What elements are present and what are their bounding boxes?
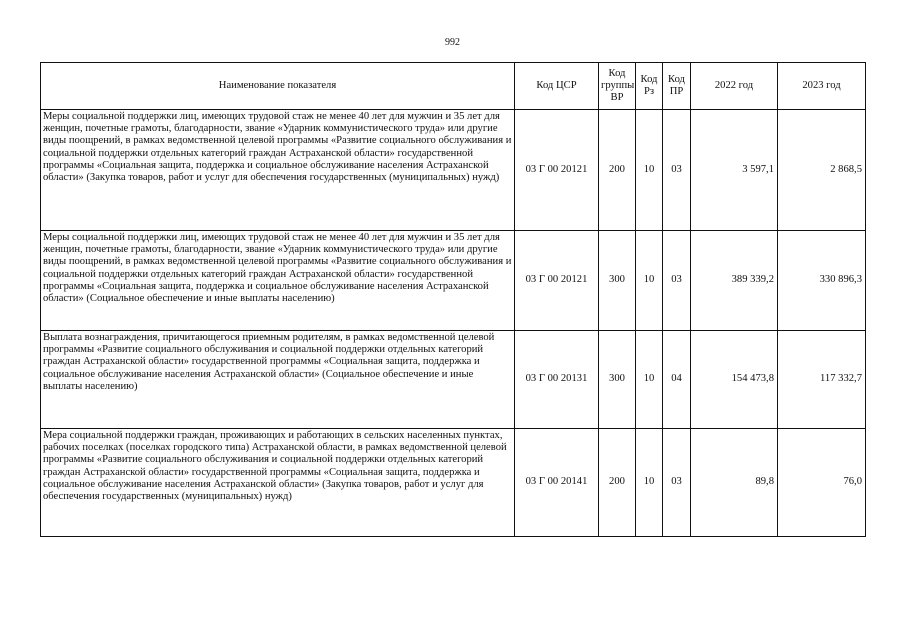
table-row xyxy=(41,110,866,231)
row-vr-code: 200 xyxy=(599,429,636,537)
table-header-row xyxy=(41,63,866,110)
row-value-2022: 389 339,2 xyxy=(691,231,778,331)
row-rz-code: 10 xyxy=(636,231,663,331)
page-number: 992 xyxy=(445,37,460,48)
row-csr-code: 03 Г 00 20131 xyxy=(515,331,599,429)
row-value-2022: 89,8 xyxy=(691,429,778,537)
row-vr-code: 300 xyxy=(599,331,636,429)
row-value-2023: 2 868,5 xyxy=(778,110,866,231)
header-year-2023: 2023 год xyxy=(778,63,866,110)
table-row xyxy=(41,331,866,429)
header-name: Наименование показателя xyxy=(41,63,515,110)
row-pr-code: 03 xyxy=(663,231,691,331)
row-value-2022: 3 597,1 xyxy=(691,110,778,231)
row-csr-code: 03 Г 00 20121 xyxy=(515,231,599,331)
header-csr-code: Код ЦСР xyxy=(515,63,599,110)
row-name: Выплата вознаграждения, причитающегося приемным родителям, в рамках ведомственной целевой программы «Развитие социального обслуживания и социальной поддержки отдельных категорий граждан Астраханской области» государственной программы «Социальная защита, поддержка и социальное обслуживание населения Астраханской области» (Социальное обеспечение и иные выплаты населению) xyxy=(41,331,515,429)
row-name: Меры социальной поддержки лиц, имеющих трудовой стаж не менее 40 лет для мужчин и 35 лет для женщин, почетные грамоты, благодарности, звание «Ударник коммунистического труда» или другие виды поощрений, в рамках ведомственной целевой программы «Развитие социального обслуживания и социальной поддержки отдельных категорий граждан Астраханской области» государственной программы «Социальная защита, поддержка и социальное обслуживание населения Астраханской области» (Социальное обеспечение и иные выплаты населению) xyxy=(41,231,515,331)
row-name: Мера социальной поддержки граждан, проживающих и работающих в сельских населенных пунктах, рабочих поселках (поселках городского типа) Астраханской области, в рамках ведомственной целевой программы «Развитие социального обслуживания и социальной поддержки отдельных категорий граждан Астраханской области» государственной программы «Социальная защита, поддержка и социальное обслуживание населения Астраханской области» (Закупка товаров, работ и услуг для обеспечения государственных (муниципальных) нужд) xyxy=(41,429,515,537)
header-year-2022: 2022 год xyxy=(691,63,778,110)
row-value-2023: 330 896,3 xyxy=(778,231,866,331)
row-value-2022: 154 473,8 xyxy=(691,331,778,429)
row-pr-code: 03 xyxy=(663,110,691,231)
budget-table xyxy=(40,62,866,537)
row-pr-code: 03 xyxy=(663,429,691,537)
header-vr-group-code: Код группы ВР xyxy=(599,63,636,110)
row-rz-code: 10 xyxy=(636,331,663,429)
row-csr-code: 03 Г 00 20121 xyxy=(515,110,599,231)
header-rz-code: Код Рз xyxy=(636,63,663,110)
row-vr-code: 200 xyxy=(599,110,636,231)
table-row xyxy=(41,231,866,331)
row-pr-code: 04 xyxy=(663,331,691,429)
row-value-2023: 76,0 xyxy=(778,429,866,537)
row-rz-code: 10 xyxy=(636,429,663,537)
row-rz-code: 10 xyxy=(636,110,663,231)
row-value-2023: 117 332,7 xyxy=(778,331,866,429)
row-name: Меры социальной поддержки лиц, имеющих трудовой стаж не менее 40 лет для мужчин и 35 лет для женщин, почетные грамоты, благодарности, звание «Ударник коммунистического труда» или другие виды поощрений, в рамках ведомственной целевой программы «Развитие социального обслуживания и социальной поддержки отдельных категорий граждан Астраханской области» государственной программы «Социальная защита, поддержка и социальное обслуживание населения Астраханской области» (Закупка товаров, работ и услуг для обеспечения государственных (муниципальных) нужд) xyxy=(41,110,515,231)
row-vr-code: 300 xyxy=(599,231,636,331)
table-row xyxy=(41,429,866,537)
header-pr-code: Код ПР xyxy=(663,63,691,110)
row-csr-code: 03 Г 00 20141 xyxy=(515,429,599,537)
